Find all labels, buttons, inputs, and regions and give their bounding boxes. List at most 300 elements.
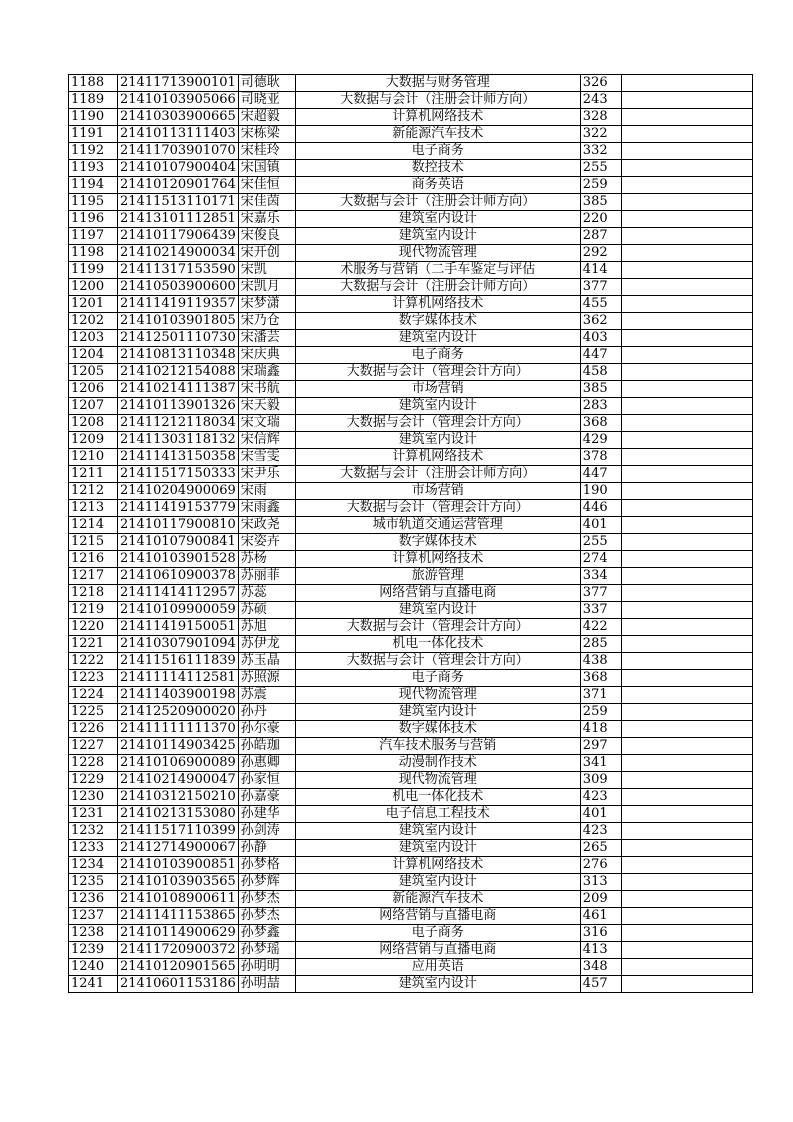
row-number-cell: 1227 (69, 738, 118, 755)
table-row (69, 313, 753, 330)
student-name-cell: 孙皓珈 (238, 738, 295, 755)
table-row (69, 704, 753, 721)
empty-cell (621, 347, 752, 364)
score-cell: 413 (580, 942, 621, 959)
table-row (69, 789, 753, 806)
score-cell: 401 (580, 517, 621, 534)
empty-cell (621, 959, 752, 976)
empty-cell (621, 381, 752, 398)
major-cell: 术服务与营销（二手车鉴定与评估 (295, 262, 580, 279)
candidate-id-cell: 21410107900404 (118, 160, 239, 177)
score-cell: 458 (580, 364, 621, 381)
candidate-id-cell: 21410109900059 (118, 602, 239, 619)
table-row (69, 806, 753, 823)
row-number-cell: 1212 (69, 483, 118, 500)
major-cell: 电子信息工程技术 (295, 806, 580, 823)
table-row (69, 245, 753, 262)
empty-cell (621, 500, 752, 517)
student-name-cell: 宋雪雯 (238, 449, 295, 466)
candidate-id-cell: 21410214111387 (118, 381, 239, 398)
roster-body (69, 75, 753, 993)
candidate-id-cell: 21410610900378 (118, 568, 239, 585)
row-number-cell: 1210 (69, 449, 118, 466)
table-row (69, 942, 753, 959)
score-cell: 274 (580, 551, 621, 568)
score-cell: 422 (580, 619, 621, 636)
student-name-cell: 宋佳茵 (238, 194, 295, 211)
candidate-id-cell: 21411517150333 (118, 466, 239, 483)
row-number-cell: 1225 (69, 704, 118, 721)
row-number-cell: 1234 (69, 857, 118, 874)
row-number-cell: 1206 (69, 381, 118, 398)
score-cell: 220 (580, 211, 621, 228)
major-cell: 市场营销 (295, 483, 580, 500)
student-name-cell: 宋雨鑫 (238, 500, 295, 517)
score-cell: 190 (580, 483, 621, 500)
empty-cell (621, 772, 752, 789)
table-row (69, 840, 753, 857)
table-row (69, 823, 753, 840)
empty-cell (621, 704, 752, 721)
empty-cell (621, 449, 752, 466)
score-cell: 255 (580, 160, 621, 177)
score-cell: 285 (580, 636, 621, 653)
student-name-cell: 宋政尧 (238, 517, 295, 534)
row-number-cell: 1222 (69, 653, 118, 670)
empty-cell (621, 313, 752, 330)
major-cell: 网络营销与直播电商 (295, 585, 580, 602)
table-row (69, 228, 753, 245)
score-cell: 447 (580, 347, 621, 364)
row-number-cell: 1203 (69, 330, 118, 347)
major-cell: 现代物流管理 (295, 772, 580, 789)
major-cell: 市场营销 (295, 381, 580, 398)
student-name-cell: 宋书航 (238, 381, 295, 398)
empty-cell (621, 551, 752, 568)
row-number-cell: 1233 (69, 840, 118, 857)
empty-cell (621, 483, 752, 500)
table-row (69, 517, 753, 534)
student-name-cell: 宋凯月 (238, 279, 295, 296)
row-number-cell: 1224 (69, 687, 118, 704)
empty-cell (621, 619, 752, 636)
empty-cell (621, 177, 752, 194)
student-name-cell: 苏杨 (238, 551, 295, 568)
score-cell: 337 (580, 602, 621, 619)
score-cell: 259 (580, 704, 621, 721)
row-number-cell: 1220 (69, 619, 118, 636)
table-row (69, 857, 753, 874)
student-name-cell: 苏丽菲 (238, 568, 295, 585)
student-name-cell: 宋文瑞 (238, 415, 295, 432)
table-row (69, 619, 753, 636)
candidate-id-cell: 21411516111839 (118, 653, 239, 670)
row-number-cell: 1205 (69, 364, 118, 381)
empty-cell (621, 534, 752, 551)
table-row (69, 738, 753, 755)
student-name-cell: 孙梦杰 (238, 891, 295, 908)
candidate-id-cell: 21411413150358 (118, 449, 239, 466)
student-name-cell: 苏照源 (238, 670, 295, 687)
major-cell: 动漫制作技术 (295, 755, 580, 772)
row-number-cell: 1240 (69, 959, 118, 976)
major-cell: 网络营销与直播电商 (295, 942, 580, 959)
student-name-cell: 孙尔豪 (238, 721, 295, 738)
candidate-id-cell: 21411517110399 (118, 823, 239, 840)
student-name-cell: 孙梦格 (238, 857, 295, 874)
student-name-cell: 孙家恒 (238, 772, 295, 789)
student-name-cell: 宋信辉 (238, 432, 295, 449)
row-number-cell: 1193 (69, 160, 118, 177)
student-name-cell: 孙建华 (238, 806, 295, 823)
empty-cell (621, 976, 752, 993)
major-cell: 建筑室内设计 (295, 840, 580, 857)
score-cell: 334 (580, 568, 621, 585)
row-number-cell: 1207 (69, 398, 118, 415)
empty-cell (621, 194, 752, 211)
row-number-cell: 1211 (69, 466, 118, 483)
score-cell: 322 (580, 126, 621, 143)
student-name-cell: 宋国镇 (238, 160, 295, 177)
table-row (69, 551, 753, 568)
row-number-cell: 1195 (69, 194, 118, 211)
empty-cell (621, 228, 752, 245)
score-cell: 457 (580, 976, 621, 993)
major-cell: 数字媒体技术 (295, 313, 580, 330)
table-row (69, 109, 753, 126)
table-row (69, 381, 753, 398)
student-name-cell: 苏硕 (238, 602, 295, 619)
empty-cell (621, 466, 752, 483)
empty-cell (621, 92, 752, 109)
empty-cell (621, 330, 752, 347)
major-cell: 新能源汽车技术 (295, 891, 580, 908)
student-name-cell: 宋乃仓 (238, 313, 295, 330)
candidate-id-cell: 21411114112581 (118, 670, 239, 687)
table-row (69, 755, 753, 772)
major-cell: 大数据与会计（管理会计方向） (295, 364, 580, 381)
student-name-cell: 宋桂玲 (238, 143, 295, 160)
candidate-id-cell: 21410108900611 (118, 891, 239, 908)
student-name-cell: 孙梦辉 (238, 874, 295, 891)
major-cell: 建筑室内设计 (295, 704, 580, 721)
candidate-id-cell: 21411513110171 (118, 194, 239, 211)
row-number-cell: 1229 (69, 772, 118, 789)
empty-cell (621, 296, 752, 313)
empty-cell (621, 398, 752, 415)
score-cell: 255 (580, 534, 621, 551)
candidate-id-cell: 21411411153865 (118, 908, 239, 925)
empty-cell (621, 840, 752, 857)
row-number-cell: 1230 (69, 789, 118, 806)
student-name-cell: 宋梦潇 (238, 296, 295, 313)
row-number-cell: 1199 (69, 262, 118, 279)
row-number-cell: 1215 (69, 534, 118, 551)
empty-cell (621, 738, 752, 755)
table-row (69, 364, 753, 381)
empty-cell (621, 245, 752, 262)
candidate-id-cell: 21413101112851 (118, 211, 239, 228)
candidate-id-cell: 21411414112957 (118, 585, 239, 602)
row-number-cell: 1196 (69, 211, 118, 228)
empty-cell (621, 126, 752, 143)
score-cell: 378 (580, 449, 621, 466)
table-row (69, 279, 753, 296)
score-cell: 292 (580, 245, 621, 262)
candidate-id-cell: 21411419153779 (118, 500, 239, 517)
major-cell: 大数据与会计（注册会计师方向） (295, 194, 580, 211)
table-row (69, 330, 753, 347)
row-number-cell: 1231 (69, 806, 118, 823)
row-number-cell: 1209 (69, 432, 118, 449)
candidate-id-cell: 21411212118034 (118, 415, 239, 432)
candidate-id-cell: 21410103901528 (118, 551, 239, 568)
table-row (69, 75, 753, 92)
major-cell: 新能源汽车技术 (295, 126, 580, 143)
candidate-id-cell: 21410213153080 (118, 806, 239, 823)
student-name-cell: 孙静 (238, 840, 295, 857)
empty-cell (621, 823, 752, 840)
table-row (69, 687, 753, 704)
score-cell: 446 (580, 500, 621, 517)
candidate-id-cell: 21410214900034 (118, 245, 239, 262)
row-number-cell: 1202 (69, 313, 118, 330)
major-cell: 机电一体化技术 (295, 789, 580, 806)
major-cell: 电子商务 (295, 925, 580, 942)
candidate-id-cell: 21410503900600 (118, 279, 239, 296)
student-name-cell: 宋尹乐 (238, 466, 295, 483)
score-cell: 368 (580, 415, 621, 432)
empty-cell (621, 143, 752, 160)
candidate-id-cell: 21410106900089 (118, 755, 239, 772)
candidate-id-cell: 21410113111403 (118, 126, 239, 143)
candidate-id-cell: 21411317153590 (118, 262, 239, 279)
empty-cell (621, 262, 752, 279)
score-cell: 385 (580, 194, 621, 211)
score-cell: 377 (580, 585, 621, 602)
score-cell: 243 (580, 92, 621, 109)
table-row (69, 874, 753, 891)
student-name-cell: 苏旭 (238, 619, 295, 636)
candidate-id-cell: 21410117906439 (118, 228, 239, 245)
score-cell: 328 (580, 109, 621, 126)
student-name-cell: 孙梦杰 (238, 908, 295, 925)
table-row (69, 126, 753, 143)
candidate-id-cell: 21411303118132 (118, 432, 239, 449)
empty-cell (621, 925, 752, 942)
row-number-cell: 1189 (69, 92, 118, 109)
table-row (69, 466, 753, 483)
major-cell: 建筑室内设计 (295, 976, 580, 993)
table-row (69, 721, 753, 738)
empty-cell (621, 653, 752, 670)
major-cell: 大数据与会计（注册会计师方向） (295, 466, 580, 483)
row-number-cell: 1237 (69, 908, 118, 925)
candidate-id-cell: 21412714900067 (118, 840, 239, 857)
table-row (69, 194, 753, 211)
score-cell: 259 (580, 177, 621, 194)
table-row (69, 636, 753, 653)
score-cell: 438 (580, 653, 621, 670)
candidate-id-cell: 21410114903425 (118, 738, 239, 755)
empty-cell (621, 109, 752, 126)
empty-cell (621, 687, 752, 704)
candidate-id-cell: 21411713900101 (118, 75, 239, 92)
major-cell: 建筑室内设计 (295, 823, 580, 840)
table-row (69, 568, 753, 585)
major-cell: 电子商务 (295, 143, 580, 160)
table-row (69, 432, 753, 449)
student-name-cell: 宋俊良 (238, 228, 295, 245)
table-row (69, 415, 753, 432)
candidate-id-cell: 21410103903565 (118, 874, 239, 891)
empty-cell (621, 75, 752, 92)
student-name-cell: 孙梦鑫 (238, 925, 295, 942)
major-cell: 数字媒体技术 (295, 534, 580, 551)
major-cell: 大数据与会计（管理会计方向） (295, 619, 580, 636)
major-cell: 计算机网络技术 (295, 296, 580, 313)
candidate-id-cell: 21410113901326 (118, 398, 239, 415)
table-row (69, 262, 753, 279)
student-name-cell: 苏伊龙 (238, 636, 295, 653)
candidate-id-cell: 21410307901094 (118, 636, 239, 653)
student-name-cell: 孙梦瑶 (238, 942, 295, 959)
row-number-cell: 1223 (69, 670, 118, 687)
table-row (69, 959, 753, 976)
student-name-cell: 苏震 (238, 687, 295, 704)
major-cell: 应用英语 (295, 959, 580, 976)
empty-cell (621, 670, 752, 687)
table-row (69, 211, 753, 228)
admission-roster-table (68, 74, 753, 993)
major-cell: 大数据与会计（管理会计方向） (295, 415, 580, 432)
score-cell: 377 (580, 279, 621, 296)
major-cell: 建筑室内设计 (295, 398, 580, 415)
score-cell: 423 (580, 789, 621, 806)
student-name-cell: 宋天毅 (238, 398, 295, 415)
table-row (69, 585, 753, 602)
score-cell: 371 (580, 687, 621, 704)
candidate-id-cell: 21411703901070 (118, 143, 239, 160)
empty-cell (621, 942, 752, 959)
empty-cell (621, 721, 752, 738)
major-cell: 城市轨道交通运营管理 (295, 517, 580, 534)
candidate-id-cell: 21410103900851 (118, 857, 239, 874)
candidate-id-cell: 21410303900665 (118, 109, 239, 126)
score-cell: 341 (580, 755, 621, 772)
table-row (69, 398, 753, 415)
table-row (69, 602, 753, 619)
row-number-cell: 1194 (69, 177, 118, 194)
student-name-cell: 宋瑞鑫 (238, 364, 295, 381)
major-cell: 数字媒体技术 (295, 721, 580, 738)
student-name-cell: 孙剑涛 (238, 823, 295, 840)
major-cell: 建筑室内设计 (295, 874, 580, 891)
major-cell: 计算机网络技术 (295, 857, 580, 874)
table-row (69, 296, 753, 313)
student-name-cell: 孙丹 (238, 704, 295, 721)
row-number-cell: 1232 (69, 823, 118, 840)
candidate-id-cell: 21410214900047 (118, 772, 239, 789)
student-name-cell: 宋雨 (238, 483, 295, 500)
row-number-cell: 1214 (69, 517, 118, 534)
candidate-id-cell: 21410212154088 (118, 364, 239, 381)
candidate-id-cell: 21412520900020 (118, 704, 239, 721)
score-cell: 209 (580, 891, 621, 908)
table-row (69, 653, 753, 670)
major-cell: 计算机网络技术 (295, 109, 580, 126)
major-cell: 现代物流管理 (295, 687, 580, 704)
major-cell: 计算机网络技术 (295, 551, 580, 568)
candidate-id-cell: 21412501110730 (118, 330, 239, 347)
candidate-id-cell: 21410312150210 (118, 789, 239, 806)
student-name-cell: 宋开创 (238, 245, 295, 262)
candidate-id-cell: 21410117900810 (118, 517, 239, 534)
table-row (69, 347, 753, 364)
table-row (69, 177, 753, 194)
row-number-cell: 1204 (69, 347, 118, 364)
score-cell: 297 (580, 738, 621, 755)
score-cell: 316 (580, 925, 621, 942)
student-name-cell: 宋潘芸 (238, 330, 295, 347)
student-name-cell: 宋凯 (238, 262, 295, 279)
student-name-cell: 宋佳恒 (238, 177, 295, 194)
row-number-cell: 1208 (69, 415, 118, 432)
score-cell: 385 (580, 381, 621, 398)
score-cell: 414 (580, 262, 621, 279)
table-row (69, 976, 753, 993)
table-row (69, 92, 753, 109)
candidate-id-cell: 21410204900069 (118, 483, 239, 500)
candidate-id-cell: 21410107900841 (118, 534, 239, 551)
row-number-cell: 1213 (69, 500, 118, 517)
row-number-cell: 1191 (69, 126, 118, 143)
row-number-cell: 1226 (69, 721, 118, 738)
major-cell: 大数据与财务管理 (295, 75, 580, 92)
score-cell: 313 (580, 874, 621, 891)
empty-cell (621, 789, 752, 806)
candidate-id-cell: 21410120901565 (118, 959, 239, 976)
student-name-cell: 司德耿 (238, 75, 295, 92)
table-row (69, 449, 753, 466)
student-name-cell: 宋嘉乐 (238, 211, 295, 228)
major-cell: 大数据与会计（管理会计方向） (295, 653, 580, 670)
row-number-cell: 1188 (69, 75, 118, 92)
candidate-id-cell: 21410813110348 (118, 347, 239, 364)
score-cell: 348 (580, 959, 621, 976)
table-row (69, 925, 753, 942)
score-cell: 403 (580, 330, 621, 347)
empty-cell (621, 585, 752, 602)
major-cell: 机电一体化技术 (295, 636, 580, 653)
score-cell: 423 (580, 823, 621, 840)
empty-cell (621, 602, 752, 619)
student-name-cell: 孙嘉豪 (238, 789, 295, 806)
score-cell: 418 (580, 721, 621, 738)
major-cell: 商务英语 (295, 177, 580, 194)
table-row (69, 670, 753, 687)
row-number-cell: 1197 (69, 228, 118, 245)
table-row (69, 891, 753, 908)
empty-cell (621, 415, 752, 432)
row-number-cell: 1235 (69, 874, 118, 891)
score-cell: 429 (580, 432, 621, 449)
student-name-cell: 苏蕊 (238, 585, 295, 602)
student-name-cell: 司晓亚 (238, 92, 295, 109)
major-cell: 建筑室内设计 (295, 432, 580, 449)
empty-cell (621, 857, 752, 874)
score-cell: 362 (580, 313, 621, 330)
